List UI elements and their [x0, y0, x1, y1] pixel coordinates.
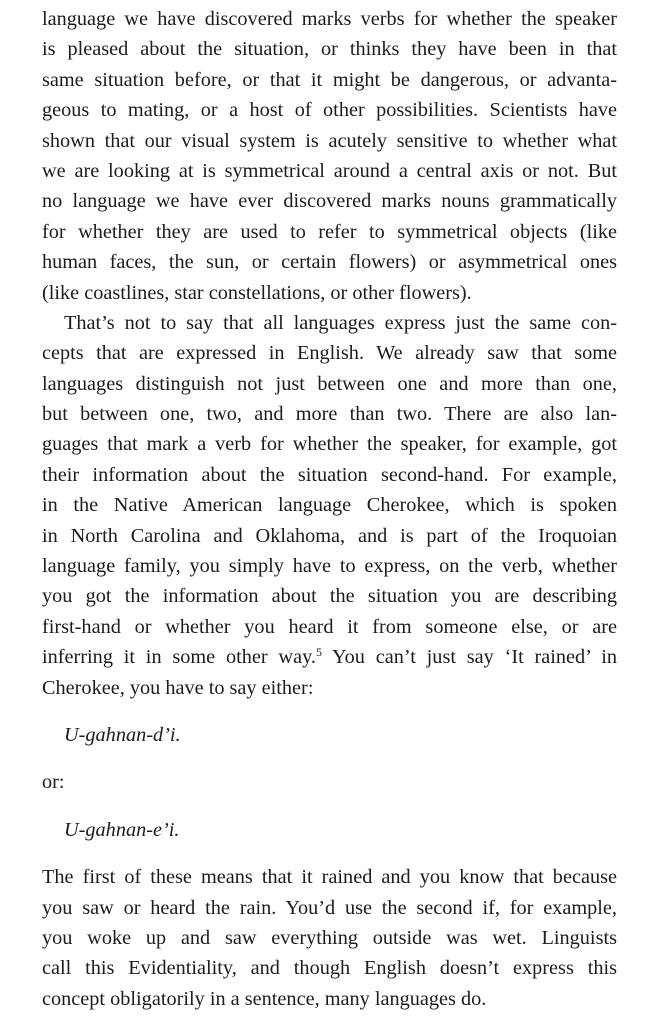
text-line: you woke up and saw everything outside was wet. Linguists	[42, 926, 617, 949]
example-cherokee-firsthand: U-gahnan-d’i.	[64, 723, 181, 746]
text-line: geous to mating, or a host of other possibilities. Scientists have	[42, 99, 617, 122]
text-line: guages that mark a verb for whether the speaker, for example, got	[42, 433, 617, 456]
text-line: cepts that are expressed in English. We already saw that some	[42, 342, 617, 365]
text-line: in North Carolina and Oklahoma, and is part of the Iroquoian	[42, 524, 617, 547]
text-line: same situation before, or that it might be dangerous, or advanta-	[42, 68, 617, 91]
text-line: That’s not to say that all languages express just the same con-	[64, 311, 617, 334]
text-line: their information about the situation second-hand. For example,	[42, 463, 617, 486]
footnote-marker[interactable]: 5	[315, 645, 322, 660]
spacer	[42, 750, 617, 767]
text-line: you saw or heard the rain. You’d use the second if, for example,	[42, 896, 617, 919]
text-fragment: You can’t just say ‘It rained’ in	[321, 646, 618, 669]
connector-or: or:	[42, 771, 65, 794]
text-line: call this Evidentiality, and though English doesn’t express this	[42, 957, 617, 980]
text-fragment: inferring it in some other way.	[42, 646, 316, 669]
text-line: languages distinguish not just between one and more than one,	[42, 372, 617, 395]
text-line: we are looking at is symmetrical around a central axis or not. But	[42, 159, 617, 182]
text-line: in the Native American language Cherokee, which is spoken	[42, 494, 617, 517]
example-cherokee-inferred: U-gahnan-e’i.	[64, 818, 180, 841]
text-line: concept obligatorily in a sentence, many languages do.	[42, 987, 487, 1010]
text-line: first-hand or whether you heard it from someone else, or are	[42, 615, 617, 638]
text-line: is pleased about the situation, or thinks they have been in that	[42, 38, 617, 61]
text-line: The first of these means that it rained and you know that because	[42, 866, 617, 889]
text-line: no language we have ever discovered marks nouns grammatically	[42, 190, 617, 213]
spacer	[42, 703, 617, 720]
text-line: but between one, two, and more than two. There are also lan-	[42, 403, 617, 426]
spacer	[42, 798, 617, 815]
spacer	[42, 845, 617, 862]
text-line-with-footnote	[42, 642, 617, 672]
paragraph-2	[42, 308, 617, 703]
paragraph-1	[42, 4, 617, 308]
text-line: human faces, the sun, or certain flowers) or asymmetrical ones	[42, 251, 617, 274]
text-line: (like coastlines, star constellations, or other flowers).	[42, 281, 472, 304]
text-line: language family, you simply have to express, on the verb, whether	[42, 555, 617, 578]
text-line: Cherokee, you have to say either:	[42, 676, 314, 699]
text-line: you got the information about the situation you are describing	[42, 585, 617, 608]
text-line: shown that our visual system is acutely sensitive to whether what	[42, 129, 617, 152]
text-line: language we have discovered marks verbs for whether the speaker	[42, 8, 617, 30]
text-line: for whether they are used to refer to symmetrical objects (like	[42, 220, 617, 243]
paragraph-3	[42, 862, 617, 1014]
page-text	[42, 4, 617, 1014]
